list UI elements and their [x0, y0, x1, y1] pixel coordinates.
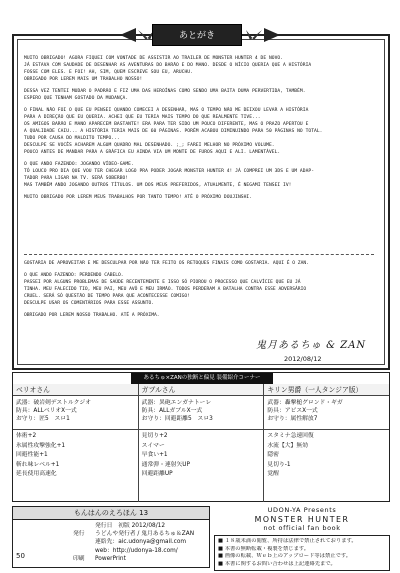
legal-note: ■ 本書に関するお問い合わせは上記連絡先まで。	[218, 561, 386, 569]
legal-note: ■ 本書の無断転載・複製を禁じます。	[218, 546, 386, 554]
colophon-value: PowerPrint	[95, 555, 126, 562]
author-signature: 鬼月あるちゅ & ZAN	[256, 340, 367, 351]
skill-line: スタミナ急速回復	[267, 433, 314, 439]
gear-line: お守り：匠5 スロ1	[16, 416, 70, 422]
equipment-column	[13, 384, 139, 502]
character-name: ベリオさん	[13, 384, 138, 396]
colophon-row	[73, 530, 203, 538]
skill-line: 斬れ味レベル+1	[16, 461, 60, 468]
fanbook-line: not official fan book	[263, 524, 341, 532]
skill-list	[139, 430, 264, 482]
afterword-text-aruchu	[24, 56, 376, 208]
page-number: 50	[16, 552, 25, 560]
gear-line: 武器：轟撃槌グロンド・ギガ	[267, 400, 343, 406]
colophon-label	[73, 522, 95, 530]
colophon-label: 印刷	[73, 555, 85, 562]
skill-line: 隠密	[267, 452, 279, 458]
book-title: もんはんのえろほん 13	[13, 507, 209, 520]
colophon-row	[73, 538, 203, 546]
gear-list	[139, 396, 264, 430]
afterword-paragraph: GOSTARIA DE APROVEITAR E ME DESCULPAR POR NÃO TER FEITO OS RETOQUES FINAIS COMO GOSTARIA. AQUI É O ZAN.	[24, 261, 309, 266]
skill-line: 水流【大】無効	[267, 442, 308, 449]
legal-note: ■ 画像の転載、Ｗｅｂ上のアップロード等は禁止です。	[218, 553, 386, 561]
skill-line: 通常弾・連射矢UP	[141, 461, 190, 468]
gear-line: 防具：アビスX一式	[267, 408, 318, 414]
colophon-value: うどんや発行者 / 鬼月あるちゅ＆ZAN	[95, 531, 195, 538]
afterword-paragraph: O QUE ANDO FAZENDO: JOGANDO VÍDEO-GAME. TÔ LOUCO PRO DIA QUE VOU TER CHEGAR LOGO PRA PODER JOGAR MONSTER HUNTER 4! JÁ COMPREI UM 3DS E UM ADAP- TADOR PARA LIGAR NA TV. SERÁ SOBERBO! MAS TAMBÉM ANDO JOGANDO OUTROS TÍTULOS. UM DOS MEUS PREFERIDOS, ATUALMENTE, É NEGAMI TENSEI IV!	[24, 162, 315, 188]
gear-line: 防具：ALLベリオX一式	[16, 408, 77, 414]
afterword-paragraph: DESSA VEZ TENTEI MUDAR O PADRÃO E FIZ UMA DAS HEROÍNAS COMO SENDO UMA BAITA DUMA PERVERTIDA, TAMBÉM. ESPERO QUE TENHAM GOSTADO DA MUDANÇA.	[24, 89, 306, 102]
fanbook-notice	[214, 506, 390, 568]
legal-notes	[214, 535, 390, 571]
gear-line: お守り：属性解放7	[267, 416, 318, 422]
character-name: ガブルさん	[139, 384, 264, 396]
colophon-label: 発行	[73, 531, 85, 538]
presents-heading	[214, 506, 390, 533]
colophon-row	[73, 547, 203, 555]
afterword-paragraph: MUITO OBRIGADO! AGORA FIQUEI COM VONTADE DE ASSISTIR AO TRAILER DE MONSTER HUNTER 4 DE NOVO. JÁ ESTAVA COM SAUDADE DE DESENHAR AS AVENTURAS DO BARÃO E DO MANO. DESDE O NÍCIO QUERIA QUE A HISTÓRIA FOSSE COM ELES. E FOI! AH, SIM, QUEM ESCREVE SOU EU, ARUCHU. OBRIGADO POR LEREM MAIS UM TRABALHO NOSSO!	[24, 56, 312, 82]
colophon-value: 連絡先：aic.udonya@gmail.com	[95, 539, 187, 546]
skill-line: 延長使用高速化	[16, 471, 57, 477]
equipment-table	[12, 372, 390, 502]
divider	[24, 254, 374, 255]
skill-line: 氷属性攻撃強化+1	[16, 442, 66, 449]
colophon-label	[73, 538, 95, 546]
legal-note: ■ １８歳未満の閲覧、所持は法律で禁止されております。	[218, 538, 386, 546]
circle-line: UDON-YA Presents	[267, 506, 337, 514]
skill-list	[264, 430, 389, 482]
gear-line: 武器：破岩剣デストルクジオ	[16, 400, 92, 406]
equipment-column	[264, 384, 389, 502]
colophon-label	[73, 547, 95, 555]
afterword-text-zan	[24, 261, 376, 326]
colophon-row	[73, 522, 203, 530]
afterword-paragraph: O FINAL NÃO FOI O QUE EU PENSEI QUANDO COMECEI A DESENHAR, MAS O TEMPO NÃO ME DEIXOU LEVAR A HISTÓRIA PARA A DIREÇÃO QUE EU QUERIA. ACHEI QUE EU TERIA MAIS TEMPO DO QUE REALMENTE TIVE... OS AMIGOS BARÃO E MANO APARECEM BASTANTE! ERA PARA TER SIDO UM POUCO DIFERENTE, MAS O PRAZO APERTOU E A QUALIDADE CAIU... A HISTÓRIA TERIA MAIS DE 60 PÁGINAS. PORÉM ACABOU DIMINUINDO PARA 50 PÁGINAS NO TOTAL. TUDO POR CAUSA DO MALDITO TEMPO... DESCULPE SE VOCÊS ACHAREM ALGUM QUADRO MAL DESENHADO. ;_; FAREI MELHOR NO PRÓXIMO VOLUME. POUCO ANTES DE MANDAR PARA A GRÁFICA EU AINDA VIA UM MONTE DE FUROS AQUI E ALI. LAMENTÁVEL.	[24, 108, 323, 155]
skill-line: 早食い+1	[141, 452, 168, 458]
afterword-paragraph: OBRIGADO POR LEREM NOSSO TRABALHO. ATÉ A PRÓXIMA.	[24, 313, 160, 319]
skill-line: 見切り+2	[141, 433, 168, 439]
character-name: キリン男爵（一人タンジア版）	[264, 384, 389, 396]
skill-line: 回避性能+1	[16, 452, 48, 458]
series-line: MONSTER HUNTER	[254, 515, 350, 524]
afterword-paragraph: O QUE ANDO FAZENDO: PERDENDO CABELO. PASSEI POR ALGUNS PROBLEMAS DE SAÚDE RECENTEMENTE E ISSO SÓ PIOROU O PROCESSO QUE CALVÍCIE QUE EU JÁ TINHA. MEU FALECIDO TIO, MEU PAI, MEU AVÔ E MEU IRMÃO. TODOS PERDERAM A BATALHA CONTRA ESSE ADVERSÁRIO CRUEL. SERÁ SÓ QUESTÃO DE TEMPO PARA QUE ACONTECESSE COMIGO! DESCULPE USAR OS COMENTÁRIOS PARA ESSE ASSUNTO.	[24, 273, 307, 307]
gear-list	[13, 396, 138, 430]
gear-list	[264, 396, 389, 430]
skill-line: スイマー	[141, 442, 165, 449]
equipment-title: あるちゅ×ZANの独断と偏見 装備紹介コーナー	[131, 373, 273, 384]
colophon-row	[73, 555, 203, 563]
colophon-value: 発行日 初版 2012/08/12	[95, 523, 166, 529]
equipment-column	[139, 384, 265, 502]
skill-line: 回避距離UP	[141, 471, 173, 477]
afterword-title: あとがき	[152, 24, 242, 46]
colophon-value: web：http://udonya-18.com/	[95, 547, 178, 554]
skill-list	[13, 430, 138, 482]
gear-line: 防具：ALLガブルX一式	[141, 408, 203, 414]
equipment-columns	[13, 384, 389, 502]
gear-line: お守り：回避距離5 スロ3	[141, 416, 213, 422]
afterword-paragraph: MUITO OBRIGADO POR LEREM MEUS TRABALHOS POR TANTO TEMPO! ATÉ O PRÓXIMO DOUJINSHI.	[24, 195, 253, 201]
skill-line: 見切り-1	[267, 461, 291, 468]
skill-line: 覚醒	[267, 471, 279, 477]
signature-date: 2012/08/12	[284, 355, 322, 363]
gear-line: 武器：異砲エンガナトーレ	[141, 400, 212, 406]
colophon	[12, 506, 210, 568]
colophon-body	[13, 520, 209, 563]
skill-line: 体術+2	[16, 433, 37, 439]
